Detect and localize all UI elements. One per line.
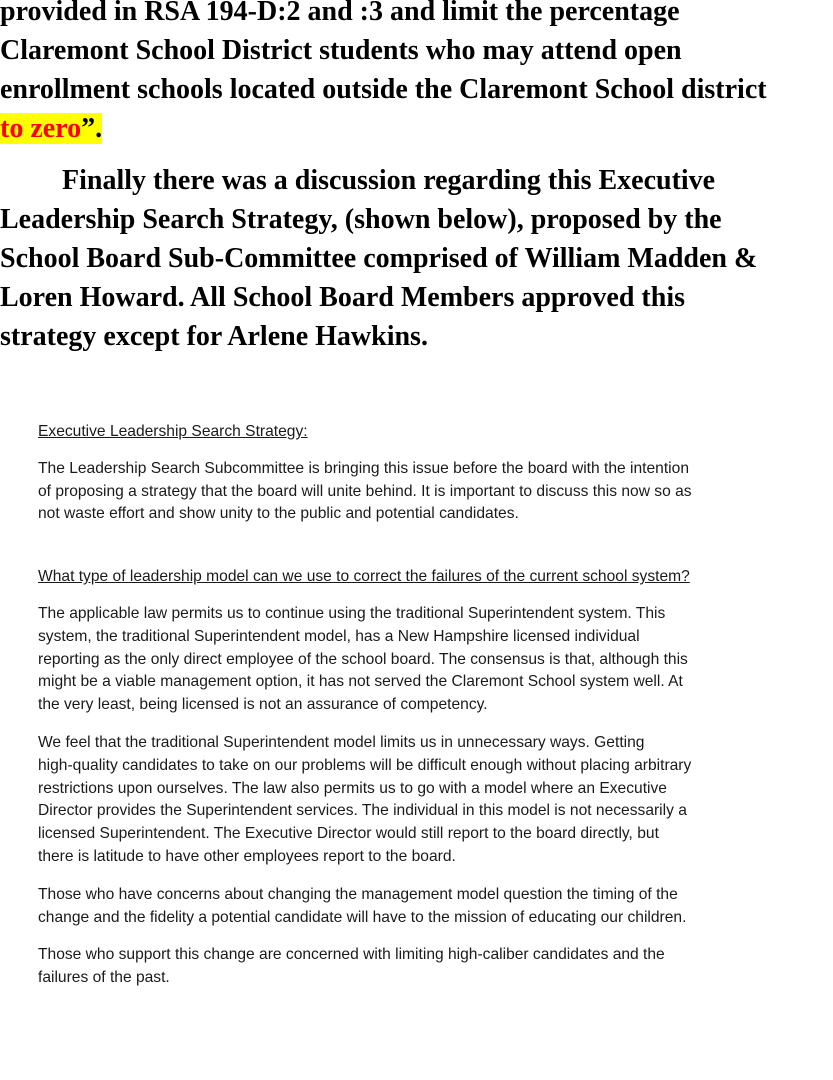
memo-p1-line: of proposing a strategy that the board will unite behind. It is important to discuss this now so as — [38, 482, 692, 500]
highlighted-phrase: to zero”. — [0, 113, 103, 144]
intro-line-2: Claremont School District students who may attend open — [0, 35, 682, 66]
memo-p1-line: The Leadership Search Subcommittee is bringing this issue before the board with the intention — [38, 459, 689, 477]
discussion-line-4: Loren Howard. All School Board Members approved this — [0, 282, 686, 313]
intro-line-3: enrollment schools located outside the Claremont School district — [0, 74, 767, 105]
memo-p5-line: Those who support this change are concerned with limiting high-caliber candidates and the — [38, 946, 665, 964]
discussion-line-5: strategy except for Arlene Hawkins. — [0, 321, 428, 352]
memo-p3-line: We feel that the traditional Superintendent model limits us in unnecessary ways. Getting — [38, 733, 645, 751]
intro-line-1: provided in RSA 194-D:2 and :3 and limit the percentage — [0, 0, 680, 27]
memo-p3-line: Director provides the Superintendent services. The individual in this model is not necessarily a — [38, 802, 687, 820]
memo-p3-line: licensed Superintendent. The Executive Director would still report to the board directly, but — [38, 825, 659, 843]
intro-text-block — [0, 0, 833, 356]
memo-question-heading: What type of leadership model can we use to correct the failures of the current school system? — [38, 568, 690, 586]
memo-p4-line: change and the fidelity a potential candidate will have to the mission of educating our children. — [38, 908, 687, 926]
embedded-memo — [38, 421, 828, 990]
memo-p3-line: high-quality candidates to take on our problems will be difficult enough without placing arbitrary — [38, 756, 692, 774]
intro-line-4 — [0, 109, 833, 148]
discussion-line-1: Finally there was a discussion regarding this Executive — [62, 165, 716, 196]
memo-p3-line: restrictions upon ourselves. The law also permits us to go with a model where an Executive — [38, 779, 667, 797]
memo-p1-line: not waste effort and show unity to the public and potential candidates. — [38, 505, 519, 523]
memo-p3-line: there is latitude to have other employees report to the board. — [38, 847, 456, 865]
memo-p4-line: Those who have concerns about changing the management model question the timing of the — [38, 885, 678, 903]
discussion-line-3: School Board Sub-Committee comprised of William Madden & — [0, 243, 758, 274]
memo-title: Executive Leadership Search Strategy: — [38, 423, 308, 440]
memo-p2-line: system, the traditional Superintendent model, has a New Hampshire licensed individual — [38, 627, 640, 645]
memo-p5-line: failures of the past. — [38, 969, 170, 987]
memo-p2-line: reporting as the only direct employee of the school board. The consensus is that, although this — [38, 650, 688, 668]
discussion-line-2: Leadership Search Strategy, (shown below), proposed by the — [0, 204, 722, 235]
memo-p2-line: The applicable law permits us to continue using the traditional Superintendent system. This — [38, 604, 666, 622]
memo-p2-line: might be a viable management option, it has not served the Claremont School system well. At — [38, 673, 683, 691]
memo-p2-line: the very least, being licensed is not an assurance of competency. — [38, 696, 488, 714]
